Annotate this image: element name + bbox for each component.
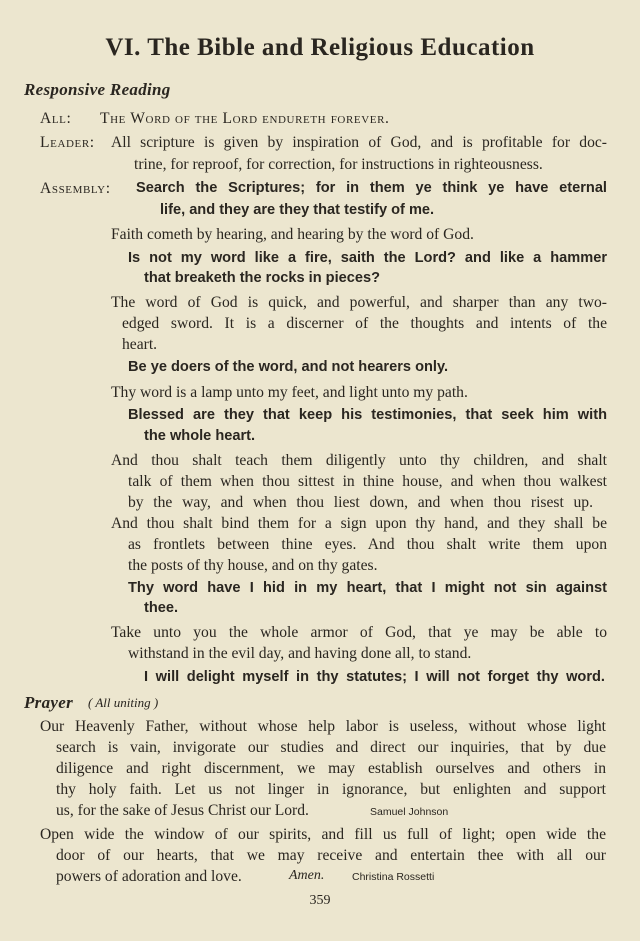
verse-line: withstand in the evil day, and having done all, to stand. bbox=[128, 645, 472, 662]
prayer-line: us, for the sake of Jesus Christ our Lord. bbox=[56, 802, 309, 819]
prayer-heading: Prayer bbox=[24, 693, 74, 712]
prayer-attribution: Samuel Johnson bbox=[370, 806, 449, 818]
prayer-line: Open wide the window of our spirits, and fill us full of light; open wide the bbox=[40, 826, 606, 843]
verse-line: And thou shalt bind them for a sign upon thy hand, and they shall be bbox=[111, 515, 607, 532]
verse-line: the posts of thy house, and on thy gates. bbox=[128, 557, 378, 574]
prayer-line: search is vain, invigorate our studies and direct our inquiries, that by due bbox=[56, 739, 606, 756]
verse-line: by the way, and when thou liest down, and when thou risest up. bbox=[128, 494, 593, 511]
verse-line: The word of God is quick, and powerful, and sharper than any two- bbox=[111, 294, 607, 311]
assembly-line: life, and they are they that testify of me. bbox=[160, 202, 435, 218]
verse-line: Thy word is a lamp unto my feet, and light unto my path. bbox=[111, 384, 468, 401]
verse-line: heart. bbox=[122, 336, 158, 353]
assembly-label: Assembly: bbox=[40, 180, 111, 197]
verse-line: as frontlets between thine eyes. And thou shalt write them upon bbox=[128, 536, 607, 553]
verse-line: And thou shalt teach them diligently unto thy children, and shalt bbox=[111, 452, 607, 469]
prayer-line: diligence and right discernment, we may establish ourselves and others in bbox=[56, 760, 606, 777]
prayer-line: door of our hearts, that we may receive and entertain thee with all our bbox=[56, 847, 606, 864]
verse-line: Faith cometh by hearing, and hearing by the word of God. bbox=[111, 226, 474, 243]
leader-line: trine, for reproof, for correction, for instructions in righteousness. bbox=[134, 156, 543, 173]
all-text: The Word of the Lord endureth forever. bbox=[100, 110, 390, 127]
page-number: 359 bbox=[309, 893, 331, 908]
leader-line: All scripture is given by inspiration of God, and is profitable for doc- bbox=[111, 134, 607, 151]
leader-label: Leader: bbox=[40, 134, 95, 151]
response-line: Blessed are they that keep his testimonies, that seek him with bbox=[128, 407, 607, 423]
all-label: All: bbox=[40, 110, 72, 127]
response-line: the whole heart. bbox=[144, 428, 256, 444]
prayer-line: powers of adoration and love. bbox=[56, 868, 242, 885]
prayer-attribution: Christina Rossetti bbox=[352, 871, 435, 883]
prayer-note: ( All uniting ) bbox=[88, 695, 159, 710]
verse-line: edged sword. It is a discerner of the thoughts and intents of the bbox=[122, 315, 607, 332]
verse-line: Take unto you the whole armor of God, that ye may be able to bbox=[111, 624, 607, 641]
response-line: thee. bbox=[144, 600, 179, 616]
response-line: Be ye doers of the word, and not hearers only. bbox=[128, 359, 449, 375]
prayer-line: Our Heavenly Father, without whose help labor is useless, without whose light bbox=[40, 718, 606, 735]
section-title: VI. The Bible and Religious Education bbox=[105, 34, 535, 61]
response-line: Is not my word like a fire, saith the Lord? and like a hammer bbox=[128, 250, 607, 266]
response-line: I will delight myself in thy statutes; I will not forget thy word. bbox=[144, 669, 605, 685]
response-line: Thy word have I hid in my heart, that I might not sin against bbox=[128, 580, 607, 596]
response-line: that breaketh the rocks in pieces? bbox=[144, 270, 381, 286]
amen-text: Amen. bbox=[289, 868, 325, 883]
assembly-line: Search the Scriptures; for in them ye think ye have eternal bbox=[136, 180, 607, 196]
responsive-reading-heading: Responsive Reading bbox=[24, 80, 171, 99]
verse-line: talk of them when thou sittest in thine house, and when thou walkest bbox=[128, 473, 607, 490]
prayer-line: thy holy faith. Let us not linger in ignorance, but enlighten and support bbox=[56, 781, 606, 798]
